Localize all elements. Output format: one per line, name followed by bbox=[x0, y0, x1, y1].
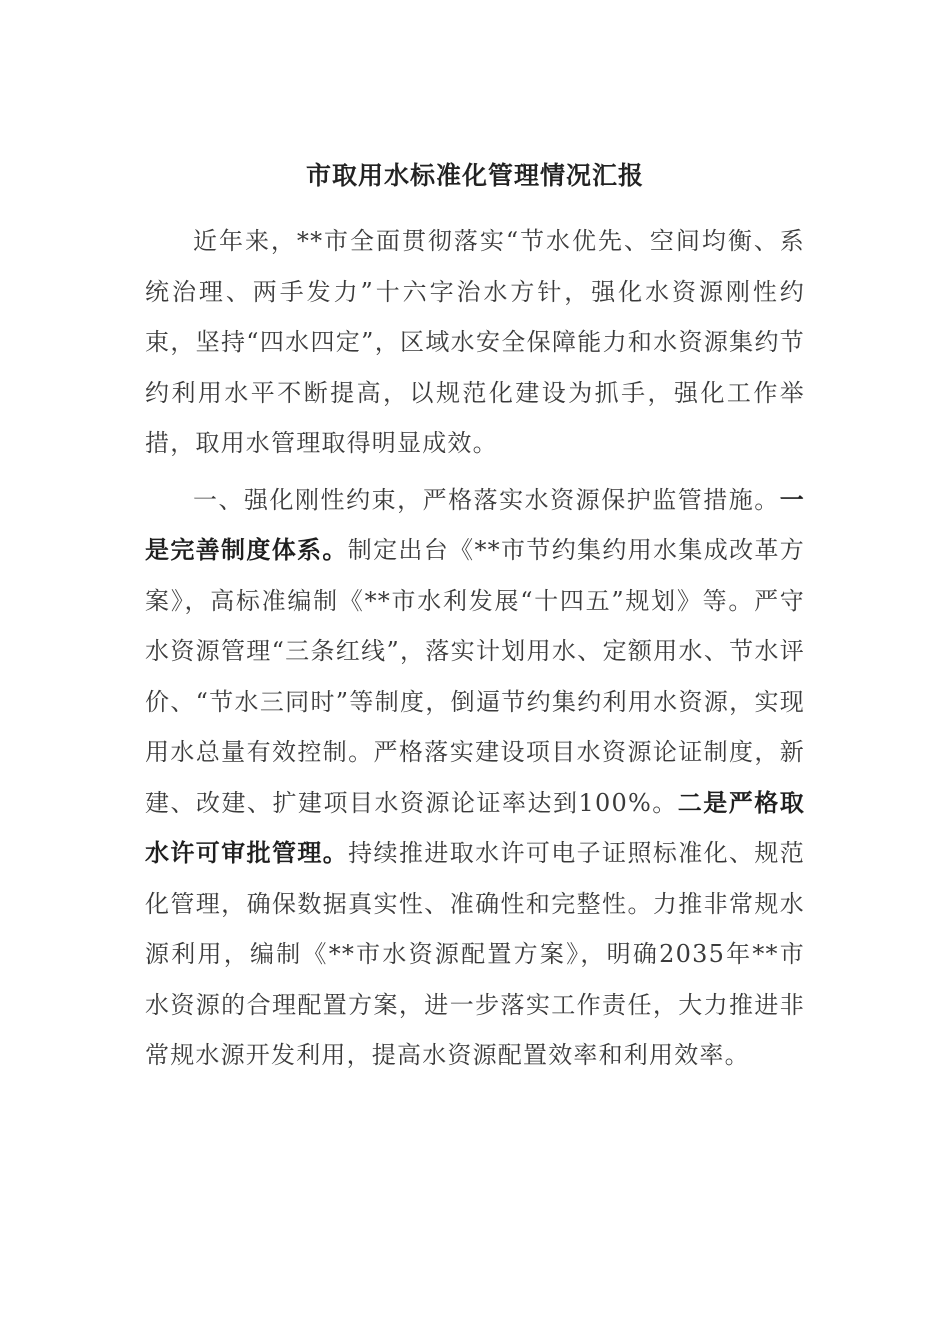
section-1-heading: 一、强化刚性约束，严格落实水资源保护监管措施。 bbox=[193, 485, 780, 514]
point-2-text: 持续推进取水许可电子证照标准化、规范化管理，确保数据真实性、准确性和完整性。力推非常规水源利用，编制《**市水资源配置方案》，明确2035年**市水资源的合理配置方案，进一步落实工作责任，大力推进非常规水源开发利用，提高水资源配置效率和利用效率。 bbox=[145, 839, 805, 1069]
document-title: 市取用水标准化管理情况汇报 bbox=[305, 161, 644, 190]
intro-paragraph: 近年来，**市全面贯彻落实“节水优先、空间均衡、系统治理、两手发力”十六字治水方针，强化水资源刚性约束，坚持“四水四定”，区域水安全保障能力和水资源集约节约利用水平不断提高，以规范化建设为抓手，强化工作举措，取用水管理取得明显成效。 bbox=[145, 227, 805, 457]
section-1-paragraph bbox=[145, 475, 805, 1081]
document-body bbox=[145, 216, 805, 1081]
point-2-title: 二是严格取水许可审批管理。 bbox=[145, 787, 806, 867]
point-1-title: 一是完善制度体系。 bbox=[145, 484, 805, 564]
point-1-text: 制定出台《**市节约集约用水集成改革方案》，高标准编制《**市水利发展“十四五”规划》等。严守水资源管理“三条红线”，落实计划用水、定额用水、节水评价、“节水三同时”等制度，倒逼节约集约利用水资源，实现用水总量有效控制。严格落实建设项目水资源论证制度，新建、改建、扩建项目水资源论证率达到100%。 bbox=[145, 536, 805, 817]
